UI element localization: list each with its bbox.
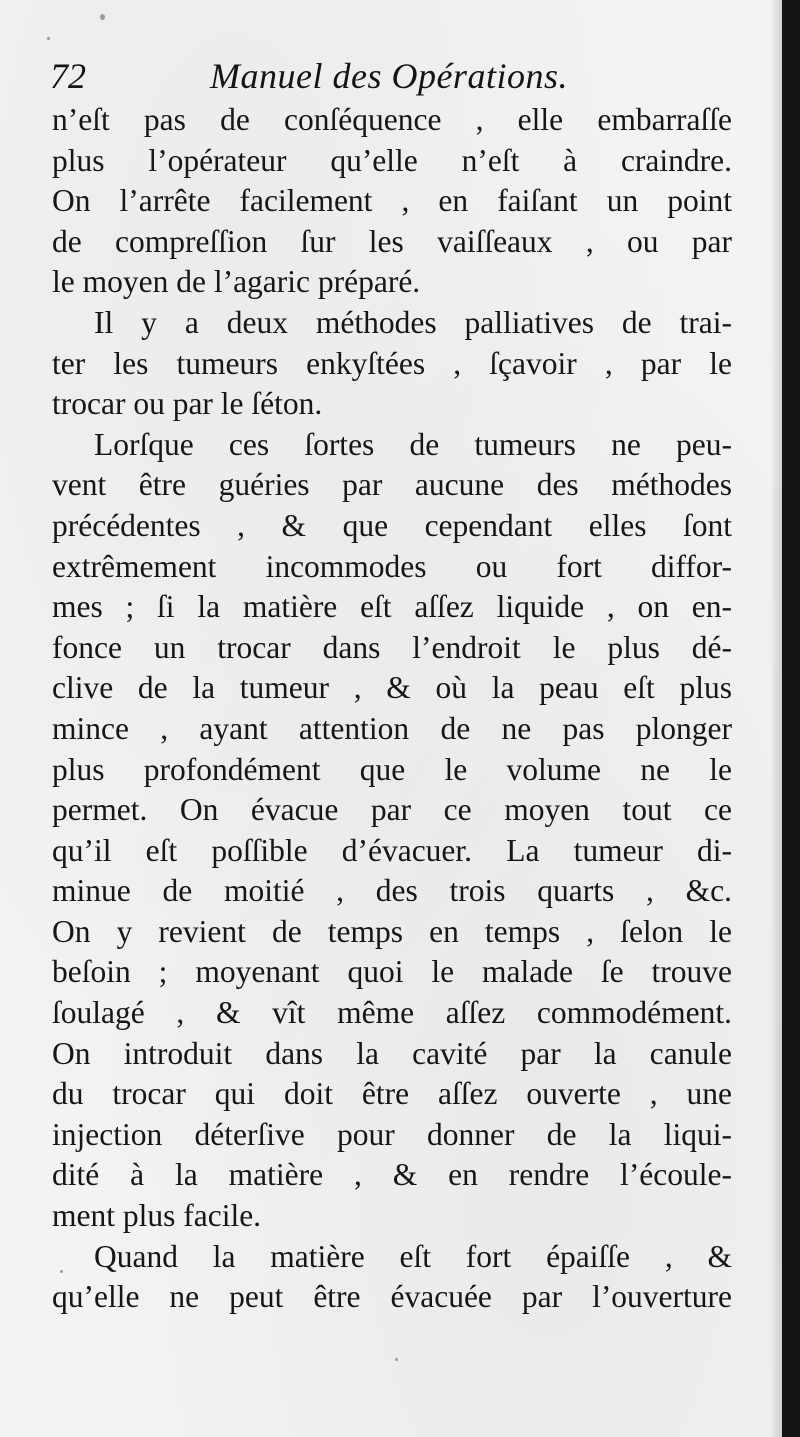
- text-line: On l’arrête facilement , en faiſant un point: [52, 183, 732, 219]
- text-line: clive de la tumeur , & où la peau eſt plus: [52, 670, 732, 706]
- text-line: Quand la matière eſt fort épaiſſe , &: [94, 1238, 732, 1274]
- text-line: qu’il eſt poſſible d’évacuer. La tumeur di-: [52, 832, 732, 868]
- text-line: qu’elle ne peut être évacuée par l’ouverture: [52, 1279, 732, 1315]
- text-line: mes ; ſi la matière eſt aſſez liquide , on en-: [52, 589, 732, 625]
- text-line: permet. On évacue par ce moyen tout ce: [52, 792, 732, 828]
- page-number: 72: [50, 56, 86, 96]
- page-header: [50, 55, 740, 105]
- paper-speck: [60, 1270, 63, 1273]
- text-line: trocar ou par le ſéton.: [52, 386, 323, 422]
- text-line: beſoin ; moyenant quoi le malade ſe trouve: [52, 954, 732, 990]
- text-line: Il y a deux méthodes palliatives de trai-: [94, 304, 732, 340]
- text-line: mince , ayant attention de ne pas plonger: [52, 710, 732, 746]
- body-text: [52, 100, 732, 1318]
- text-line: ſoulagé , & vît même aſſez commodément.: [52, 995, 732, 1031]
- paper-speck: [395, 1358, 398, 1361]
- page-edge: [782, 0, 800, 1437]
- text-line: ment plus facile.: [52, 1198, 262, 1234]
- text-line: Lorſque ces ſortes de tumeurs ne peu-: [94, 426, 732, 462]
- text-line: plus profondément que le volume ne le: [52, 751, 732, 787]
- text-line: dité à la matière , & en rendre l’écoule-: [52, 1157, 732, 1193]
- text-line: du trocar qui doit être aſſez ouverte , une: [52, 1076, 732, 1112]
- text-line: On introduit dans la cavité par la canule: [52, 1035, 732, 1071]
- text-line: plus l’opérateur qu’elle n’eſt à craindre.: [52, 142, 732, 178]
- text-line: vent être guéries par aucune des méthodes: [52, 467, 732, 503]
- text-line: fonce un trocar dans l’endroit le plus dé-: [52, 629, 732, 665]
- paper-speck: [100, 14, 105, 20]
- text-line: n’eſt pas de conſéquence , elle embarraſſe: [52, 102, 732, 137]
- text-line: On y revient de temps en temps , ſelon le: [52, 913, 732, 949]
- text-line: minue de moitié , des trois quarts , &c.: [52, 873, 732, 909]
- text-line: précédentes , & que cependant elles ſont: [52, 507, 732, 543]
- text-line: ter les tumeurs enkyſtées , ſçavoir , par le: [52, 345, 732, 381]
- paper-speck: [47, 37, 50, 40]
- text-line: le moyen de l’agaric préparé.: [52, 264, 421, 300]
- running-title: Manuel des Opérations.: [210, 56, 568, 96]
- text-line: injection déterſive pour donner de la liqui-: [52, 1116, 732, 1152]
- text-line: de compreſſion ſur les vaiſſeaux , ou par: [52, 223, 732, 259]
- text-line: extrêmement incommodes ou fort diffor-: [52, 548, 732, 584]
